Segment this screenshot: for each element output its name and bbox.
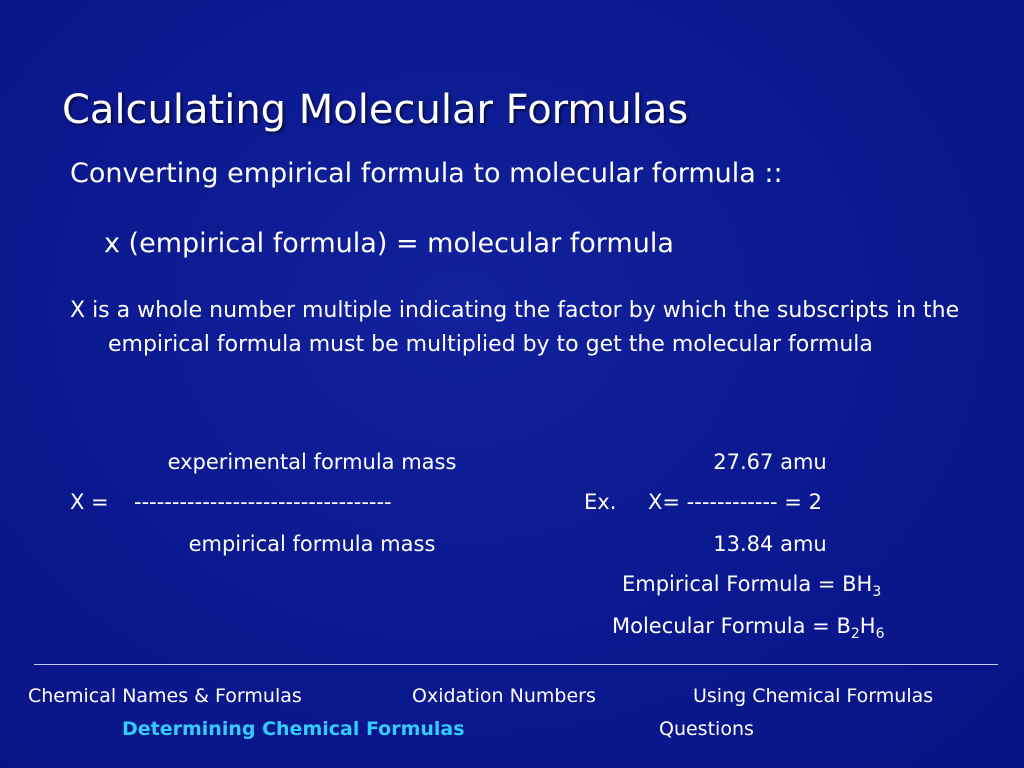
molecular-formula-line [612,611,885,649]
slide-subtitle: Converting empirical formula to molecular formula :: [70,158,783,189]
nav-link-questions[interactable]: Questions [659,718,754,740]
empirical-formula-label: Empirical Formula = BH [622,572,873,596]
nav-link-oxidation-numbers[interactable]: Oxidation Numbers [412,685,596,707]
molecular-subscript-b: 2 [850,626,860,643]
example-prefix: Ex. [584,490,617,514]
nav-link-using-formulas[interactable]: Using Chemical Formulas [693,685,934,707]
example-denominator: 13.84 amu [713,532,827,556]
example-fraction-bar: ------------ [686,490,778,514]
molecular-formula-label: Molecular Formula = B [612,614,851,638]
empirical-subscript: 3 [872,584,882,601]
molecular-formula-h: H [859,614,876,638]
formula-numerator: experimental formula mass [167,450,457,474]
example-x-label: X= [648,490,680,514]
formula-fraction-bar: ---------------------------------- [134,490,392,514]
example-result: = 2 [784,490,822,514]
empirical-formula-line [622,569,881,607]
general-equation: x (empirical formula) = molecular formula [104,228,674,259]
example-equation [648,487,822,517]
slide-title: Calculating Molecular Formulas [62,87,689,133]
example-numerator: 27.67 amu [713,450,827,474]
formula-denominator: empirical formula mass [188,532,436,556]
molecular-subscript-h: 6 [875,626,885,643]
definition-paragraph: X is a whole number multiple indicating the factor by which the subscripts in the empirical formula must be multiplied by to get the molecular formula [70,298,960,357]
nav-link-determining-formulas[interactable]: Determining Chemical Formulas [122,718,465,740]
nav-link-chemical-names[interactable]: Chemical Names & Formulas [28,685,302,707]
navigation-divider [34,664,998,665]
formula-lhs: X = [70,490,109,514]
